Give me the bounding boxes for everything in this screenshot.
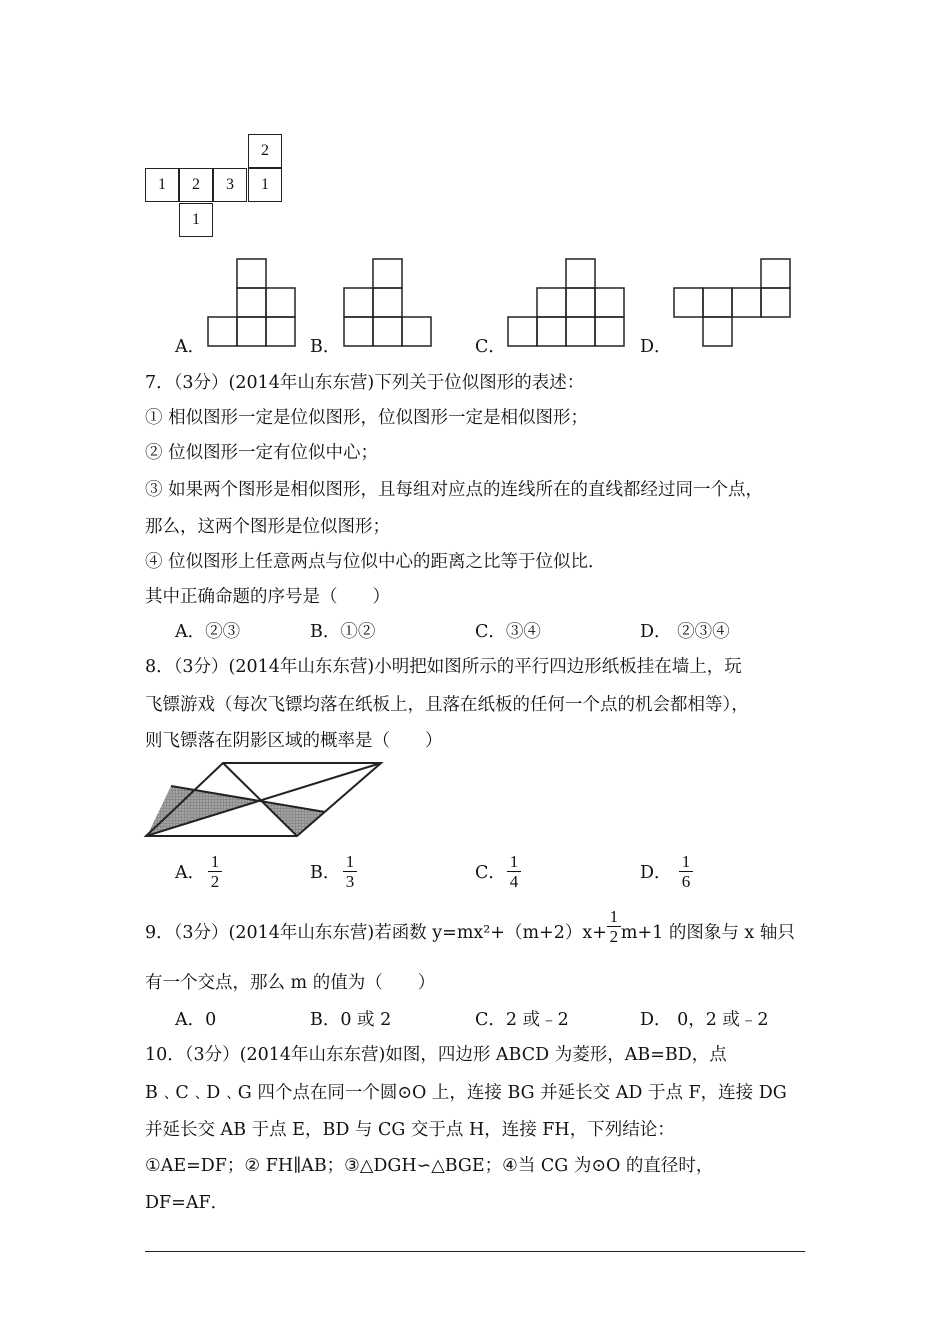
net-cell: 3 <box>213 168 247 202</box>
q8-option-c-fraction <box>507 853 521 890</box>
net-cell: 2 <box>248 134 282 168</box>
net-cell: 2 <box>179 168 213 202</box>
q8-option-b-label: B． <box>310 863 341 883</box>
q7-option-a: A．②③ <box>175 622 241 642</box>
fraction-denominator: 6 <box>681 872 691 891</box>
parallelogram-figure <box>143 761 385 841</box>
q7-question: 其中正确命题的序号是（ ） <box>145 587 390 607</box>
fraction-numerator: 1 <box>509 852 519 871</box>
fraction-denominator: 2 <box>609 926 619 946</box>
q6-option-a-figure <box>207 259 297 349</box>
q8-option-a-label: A． <box>175 863 206 883</box>
q8-option-d-label: D． <box>640 863 672 883</box>
q10-line-5: DF=AF． <box>145 1193 229 1213</box>
q7-statement-2: ② 位似图形一定有位似中心； <box>145 443 379 463</box>
q10-line-2: B﹑C﹑D﹑G 四个点在同一个圆⊙O 上，连接 BG 并延长交 AD 于点 F，连接 DG <box>145 1083 787 1103</box>
fraction-denominator: 3 <box>345 872 355 891</box>
q6-option-a-label: A． <box>175 337 206 357</box>
q8-option-d-fraction <box>679 853 693 890</box>
net-cell: 1 <box>248 168 282 202</box>
footer-divider <box>145 1251 805 1252</box>
q6-option-d-figure <box>673 259 793 349</box>
q6-option-b-figure <box>343 259 433 349</box>
q10-line-1: 10．（3分）(2014年山东东营)如图，四边形 ABCD 为菱形，AB=BD，点 <box>145 1045 727 1065</box>
q6-option-d-label: D． <box>640 337 672 357</box>
q9-line-1 <box>145 906 795 946</box>
q6-option-c-figure <box>507 259 627 349</box>
q7-stem: 7．（3分）(2014年山东东营)下列关于位似图形的表述： <box>145 373 585 393</box>
q8-option-a-fraction <box>208 853 222 890</box>
q9-option-a: A．0 <box>175 1010 217 1030</box>
q7-statement-3: ③ 如果两个图形是相似图形，且每组对应点的连线所在的直线都经过同一个点， <box>145 480 764 500</box>
q7-option-c: C．③④ <box>475 622 541 642</box>
q9-option-b: B．0 或 2 <box>310 1010 392 1030</box>
q6-option-c-label: C． <box>475 337 506 357</box>
q8-line-2: 飞镖游戏（每次飞镖均落在纸板上，且落在纸板的任何一个点的机会都相等）， <box>145 695 749 715</box>
q6-option-b-label: B． <box>310 337 341 357</box>
net-cell: 1 <box>145 168 179 202</box>
q8-line-3: 则飞镖落在阴影区域的概率是（ ） <box>145 731 443 751</box>
fraction-numerator: 1 <box>345 852 355 871</box>
q10-line-3: 并延长交 AB 于点 E，BD 与 CG 交于点 H，连接 FH，下列结论： <box>145 1120 675 1140</box>
shaded-region-left <box>148 786 262 834</box>
q9-line-1-pre: 9．（3分）(2014年山东东营)若函数 y=mx²+（m+2）x+ <box>145 923 607 943</box>
q9-option-d: D． 0，2 或﹣2 <box>640 1010 769 1030</box>
fraction-numerator: 1 <box>210 852 220 871</box>
q7-statement-1: ① 相似图形一定是位似图形，位似图形一定是相似图形； <box>145 408 589 428</box>
fraction-denominator: 4 <box>509 872 519 891</box>
q9-line-1-post: m+1 的图象与 x 轴只 <box>620 923 795 943</box>
q10-line-4: ①AE=DF；② FH∥AB；③△DGH∽△BGE；④当 CG 为⊙O 的直径时， <box>145 1156 714 1176</box>
q9-option-c: C．2 或﹣2 <box>475 1010 569 1030</box>
fraction-denominator: 2 <box>210 872 220 891</box>
q7-option-d: D． ②③④ <box>640 622 730 642</box>
q8-option-c-label: C． <box>475 863 506 883</box>
q7-statement-3-cont: 那么，这两个图形是位似图形； <box>145 517 390 537</box>
q9-line-2: 有一个交点，那么 m 的值为（ ） <box>145 973 436 993</box>
q9-inline-fraction <box>607 908 621 945</box>
q8-option-b-fraction <box>343 853 357 890</box>
q7-statement-4: ④ 位似图形上任意两点与位似中心的距离之比等于位似比． <box>145 552 606 572</box>
q8-line-1: 8．（3分）(2014年山东东营)小明把如图所示的平行四边形纸板挂在墙上，玩 <box>145 657 742 677</box>
q7-option-b: B．①② <box>310 622 376 642</box>
fraction-numerator: 1 <box>609 906 619 926</box>
fraction-numerator: 1 <box>681 852 691 871</box>
net-cell: 1 <box>179 203 213 237</box>
